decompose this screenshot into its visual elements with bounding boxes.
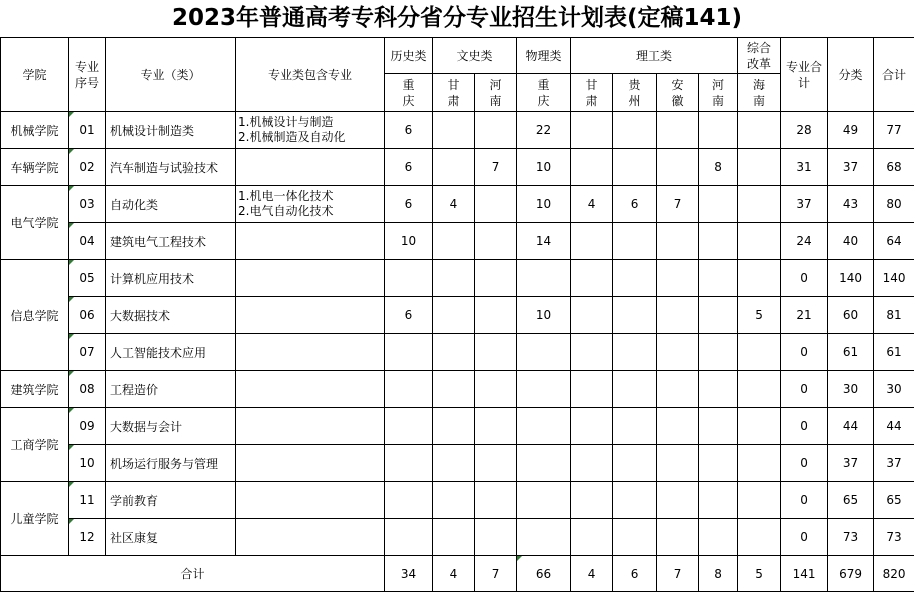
- plan-cell: [657, 297, 699, 334]
- plan-cell: [613, 149, 657, 186]
- header-province: 安徽: [657, 74, 699, 112]
- plan-cell: [433, 223, 475, 260]
- plan-cell: [433, 297, 475, 334]
- plan-cell: [433, 260, 475, 297]
- split-cell: 61: [828, 334, 874, 371]
- split-cell: 73: [828, 519, 874, 556]
- seq-cell: 03: [69, 186, 106, 223]
- split-cell: 44: [828, 408, 874, 445]
- plan-cell: [571, 334, 613, 371]
- plan-cell: 10: [385, 223, 433, 260]
- include-line: 1.机械设计与制造: [238, 115, 334, 129]
- college-cell: 工商学院: [1, 408, 69, 482]
- plan-cell: 5: [738, 297, 781, 334]
- plan-cell: [571, 445, 613, 482]
- plan-cell: [385, 482, 433, 519]
- plan-cell: [433, 149, 475, 186]
- plan-cell: [613, 334, 657, 371]
- plan-cell: [385, 519, 433, 556]
- plan-cell: [433, 112, 475, 149]
- split-cell: 140: [828, 260, 874, 297]
- college-cell: 机械学院: [1, 112, 69, 149]
- plan-cell: 6: [613, 186, 657, 223]
- major-cell: 社区康复: [106, 519, 236, 556]
- plan-cell: [517, 445, 571, 482]
- plan-cell: [699, 408, 738, 445]
- totals-label: 合计: [1, 556, 385, 592]
- college-cell: 儿童学院: [1, 482, 69, 556]
- plan-cell: [699, 445, 738, 482]
- seq-cell: 12: [69, 519, 106, 556]
- major-total-cell: 0: [781, 260, 828, 297]
- plan-cell: [613, 371, 657, 408]
- plan-cell: 6: [385, 149, 433, 186]
- plan-cell: 14: [517, 223, 571, 260]
- major-total-cell: 0: [781, 482, 828, 519]
- plan-cell: [433, 334, 475, 371]
- plan-cell: 6: [385, 186, 433, 223]
- header-province: 甘肃: [571, 74, 613, 112]
- total-cell: 81: [874, 297, 914, 334]
- plan-cell: [738, 260, 781, 297]
- plan-cell: [613, 297, 657, 334]
- major-cell: 学前教育: [106, 482, 236, 519]
- include-cell: [236, 223, 385, 260]
- plan-cell: 6: [385, 112, 433, 149]
- header-province: 贵州: [613, 74, 657, 112]
- plan-cell: [571, 482, 613, 519]
- plan-cell: [517, 408, 571, 445]
- plan-cell: [699, 334, 738, 371]
- plan-cell: 4: [433, 186, 475, 223]
- major-total-cell: 0: [781, 408, 828, 445]
- plan-cell: [657, 260, 699, 297]
- header-province: 重庆: [385, 74, 433, 112]
- plan-cell: 4: [571, 186, 613, 223]
- table-row: [1, 297, 914, 334]
- total-cell: 77: [874, 112, 914, 149]
- total-cell: 44: [874, 408, 914, 445]
- total-cell: 65: [874, 482, 914, 519]
- totals-total: 820: [874, 556, 914, 592]
- header-major: 专业（类）: [106, 38, 236, 112]
- totals-cell: 7: [475, 556, 517, 592]
- major-total-cell: 28: [781, 112, 828, 149]
- plan-cell: [517, 260, 571, 297]
- major-total-cell: 24: [781, 223, 828, 260]
- plan-cell: [738, 334, 781, 371]
- plan-cell: [613, 223, 657, 260]
- plan-cell: [475, 186, 517, 223]
- plan-cell: [385, 445, 433, 482]
- include-cell: [236, 297, 385, 334]
- total-cell: 140: [874, 260, 914, 297]
- college-cell: 电气学院: [1, 186, 69, 260]
- total-cell: 37: [874, 445, 914, 482]
- split-cell: 60: [828, 297, 874, 334]
- plan-cell: 8: [699, 149, 738, 186]
- include-cell: [236, 149, 385, 186]
- plan-cell: 10: [517, 186, 571, 223]
- plan-cell: [657, 519, 699, 556]
- header-physics: 物理类: [517, 38, 571, 74]
- header-reform: 综合改革: [738, 38, 781, 74]
- plan-table: [0, 37, 914, 592]
- totals-cell: 6: [613, 556, 657, 592]
- plan-cell: [571, 223, 613, 260]
- plan-cell: [738, 445, 781, 482]
- seq-cell: 05: [69, 260, 106, 297]
- plan-cell: [738, 371, 781, 408]
- major-cell: 汽车制造与试验技术: [106, 149, 236, 186]
- college-cell: 建筑学院: [1, 371, 69, 408]
- header-total: 合计: [874, 38, 914, 112]
- split-cell: 65: [828, 482, 874, 519]
- total-cell: 61: [874, 334, 914, 371]
- plan-cell: [738, 149, 781, 186]
- major-cell: 人工智能技术应用: [106, 334, 236, 371]
- plan-cell: [699, 371, 738, 408]
- seq-cell: 06: [69, 297, 106, 334]
- plan-cell: [699, 186, 738, 223]
- plan-cell: [475, 334, 517, 371]
- plan-cell: [699, 112, 738, 149]
- plan-cell: [738, 408, 781, 445]
- totals-cell: 4: [433, 556, 475, 592]
- include-cell: [236, 112, 385, 149]
- plan-cell: [475, 408, 517, 445]
- plan-cell: [699, 519, 738, 556]
- major-cell: 机场运行服务与管理: [106, 445, 236, 482]
- totals-cell: 34: [385, 556, 433, 592]
- plan-cell: [738, 223, 781, 260]
- plan-cell: [738, 186, 781, 223]
- header-college: 学院: [1, 38, 69, 112]
- plan-cell: [571, 519, 613, 556]
- include-line: 2.电气自动化技术: [238, 204, 334, 218]
- plan-cell: [475, 519, 517, 556]
- split-cell: 37: [828, 149, 874, 186]
- plan-cell: [699, 260, 738, 297]
- table-row: [1, 482, 914, 519]
- plan-cell: [571, 297, 613, 334]
- plan-cell: [613, 408, 657, 445]
- include-cell: [236, 260, 385, 297]
- header-seq: 专业序号: [69, 38, 106, 112]
- header-liberal: 文史类: [433, 38, 517, 74]
- header-province: 河南: [699, 74, 738, 112]
- major-total-cell: 0: [781, 519, 828, 556]
- split-cell: 37: [828, 445, 874, 482]
- header-science: 理工类: [571, 38, 738, 74]
- total-cell: 68: [874, 149, 914, 186]
- plan-cell: [475, 260, 517, 297]
- totals-row: [1, 556, 914, 592]
- plan-cell: 7: [475, 149, 517, 186]
- totals-major-total: 141: [781, 556, 828, 592]
- seq-cell: 02: [69, 149, 106, 186]
- header-history: 历史类: [385, 38, 433, 74]
- plan-cell: [385, 408, 433, 445]
- header-split: 分类: [828, 38, 874, 112]
- plan-cell: [657, 408, 699, 445]
- plan-cell: [738, 482, 781, 519]
- include-cell: [236, 371, 385, 408]
- major-cell: 大数据与会计: [106, 408, 236, 445]
- plan-cell: [613, 112, 657, 149]
- table-row: [1, 519, 914, 556]
- totals-cell: 8: [699, 556, 738, 592]
- plan-cell: [475, 297, 517, 334]
- plan-cell: [657, 223, 699, 260]
- plan-cell: [433, 371, 475, 408]
- seq-cell: 08: [69, 371, 106, 408]
- header-province: 甘肃: [433, 74, 475, 112]
- seq-cell: 04: [69, 223, 106, 260]
- plan-cell: [699, 223, 738, 260]
- split-cell: 43: [828, 186, 874, 223]
- totals-cell: 5: [738, 556, 781, 592]
- total-cell: 64: [874, 223, 914, 260]
- header-include: 专业类包含专业: [236, 38, 385, 112]
- header-province: 河南: [475, 74, 517, 112]
- plan-cell: [433, 519, 475, 556]
- page-title: 2023年普通高考专科分省分专业招生计划表(定稿141): [171, 5, 743, 31]
- plan-cell: [699, 482, 738, 519]
- plan-cell: [571, 371, 613, 408]
- plan-cell: [657, 112, 699, 149]
- plan-cell: [385, 371, 433, 408]
- split-cell: 40: [828, 223, 874, 260]
- table-row: [1, 223, 914, 260]
- major-cell: 大数据技术: [106, 297, 236, 334]
- include-cell: [236, 408, 385, 445]
- seq-cell: 01: [69, 112, 106, 149]
- include-line: 2.机械制造及自动化: [238, 130, 346, 144]
- major-total-cell: 0: [781, 371, 828, 408]
- plan-cell: [613, 445, 657, 482]
- college-cell: 车辆学院: [1, 149, 69, 186]
- seq-cell: 09: [69, 408, 106, 445]
- major-total-cell: 0: [781, 334, 828, 371]
- major-cell: 计算机应用技术: [106, 260, 236, 297]
- plan-cell: [699, 297, 738, 334]
- major-cell: 机械设计制造类: [106, 112, 236, 149]
- plan-cell: 10: [517, 149, 571, 186]
- header-major-total: 专业合计: [781, 38, 828, 112]
- plan-cell: [517, 519, 571, 556]
- seq-cell: 10: [69, 445, 106, 482]
- table-row: [1, 260, 914, 297]
- table-row: [1, 371, 914, 408]
- plan-cell: [738, 519, 781, 556]
- plan-cell: [571, 408, 613, 445]
- plan-cell: [433, 445, 475, 482]
- plan-cell: 7: [657, 186, 699, 223]
- plan-cell: [738, 112, 781, 149]
- major-cell: 建筑电气工程技术: [106, 223, 236, 260]
- plan-cell: [657, 334, 699, 371]
- major-total-cell: 21: [781, 297, 828, 334]
- college-cell: 信息学院: [1, 260, 69, 371]
- plan-cell: [385, 260, 433, 297]
- plan-cell: [517, 482, 571, 519]
- plan-cell: [657, 445, 699, 482]
- plan-cell: 10: [517, 297, 571, 334]
- major-total-cell: 0: [781, 445, 828, 482]
- include-line: 1.机电一体化技术: [238, 189, 334, 203]
- seq-cell: 07: [69, 334, 106, 371]
- plan-cell: [475, 482, 517, 519]
- totals-cell: 7: [657, 556, 699, 592]
- plan-cell: [475, 445, 517, 482]
- table-row: [1, 445, 914, 482]
- table-row: [1, 334, 914, 371]
- table-row: [1, 149, 914, 186]
- plan-cell: [571, 112, 613, 149]
- major-total-cell: 37: [781, 186, 828, 223]
- include-cell: [236, 186, 385, 223]
- total-cell: 73: [874, 519, 914, 556]
- table-row: [1, 186, 914, 223]
- plan-cell: 6: [385, 297, 433, 334]
- header-province: 重庆: [517, 74, 571, 112]
- plan-cell: [385, 334, 433, 371]
- plan-cell: [475, 223, 517, 260]
- total-cell: 30: [874, 371, 914, 408]
- table-row: [1, 112, 914, 149]
- plan-cell: [433, 408, 475, 445]
- major-cell: 工程造价: [106, 371, 236, 408]
- plan-cell: [613, 260, 657, 297]
- table-row: [1, 408, 914, 445]
- plan-cell: [657, 371, 699, 408]
- plan-cell: [613, 519, 657, 556]
- plan-cell: [433, 482, 475, 519]
- major-total-cell: 31: [781, 149, 828, 186]
- totals-cell: 4: [571, 556, 613, 592]
- totals-cell: 66: [517, 556, 571, 592]
- plan-cell: [657, 482, 699, 519]
- major-cell: 自动化类: [106, 186, 236, 223]
- include-cell: [236, 334, 385, 371]
- plan-cell: [613, 482, 657, 519]
- plan-cell: [657, 149, 699, 186]
- header-province: 海南: [738, 74, 781, 112]
- total-cell: 80: [874, 186, 914, 223]
- plan-cell: [517, 371, 571, 408]
- include-cell: [236, 482, 385, 519]
- plan-cell: 22: [517, 112, 571, 149]
- plan-cell: [517, 334, 571, 371]
- include-cell: [236, 519, 385, 556]
- plan-cell: [571, 149, 613, 186]
- plan-cell: [475, 371, 517, 408]
- split-cell: 30: [828, 371, 874, 408]
- split-cell: 49: [828, 112, 874, 149]
- include-cell: [236, 445, 385, 482]
- seq-cell: 11: [69, 482, 106, 519]
- plan-cell: [475, 112, 517, 149]
- totals-split: 679: [828, 556, 874, 592]
- plan-cell: [571, 260, 613, 297]
